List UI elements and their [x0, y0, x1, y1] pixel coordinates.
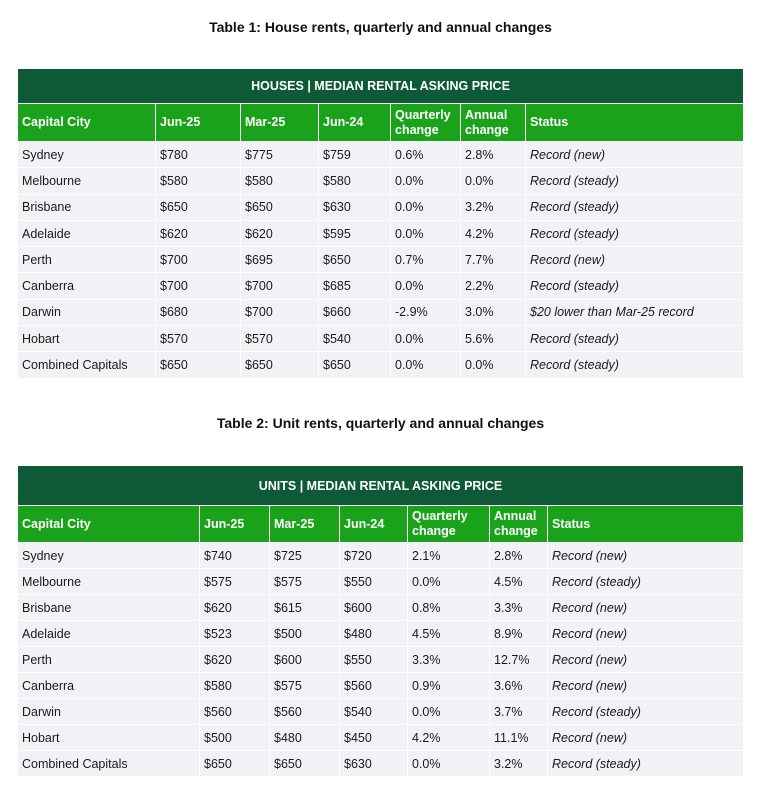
status-cell: Record (new): [526, 247, 744, 273]
value-cell: 7.7%: [461, 247, 526, 273]
table-row: [18, 673, 744, 699]
value-cell: $595: [319, 220, 391, 246]
value-cell: $560: [270, 699, 340, 725]
value-cell: 0.0%: [408, 751, 490, 777]
table-row: [18, 326, 744, 352]
value-cell: 2.1%: [408, 543, 490, 569]
value-cell: 3.6%: [490, 673, 548, 699]
value-cell: $650: [241, 352, 319, 378]
status-cell: $20 lower than Mar-25 record: [526, 299, 744, 325]
column-header: Jun-25: [156, 104, 241, 142]
value-cell: $650: [319, 247, 391, 273]
status-cell: Record (new): [548, 647, 744, 673]
value-cell: 3.3%: [408, 647, 490, 673]
status-cell: Record (new): [526, 142, 744, 168]
value-cell: $540: [319, 326, 391, 352]
value-cell: $759: [319, 142, 391, 168]
column-header: Mar-25: [270, 506, 340, 543]
value-cell: 4.5%: [408, 621, 490, 647]
table-row: [18, 543, 744, 569]
value-cell: 4.2%: [461, 220, 526, 246]
value-cell: -2.9%: [391, 299, 461, 325]
column-header: Quarterly change: [391, 104, 461, 142]
value-cell: 3.7%: [490, 699, 548, 725]
status-cell: Record (new): [548, 673, 744, 699]
units-header-row: [18, 506, 744, 543]
value-cell: $680: [156, 299, 241, 325]
value-cell: $780: [156, 142, 241, 168]
value-cell: $630: [319, 194, 391, 220]
table-row: [18, 273, 744, 299]
column-header: Jun-24: [319, 104, 391, 142]
value-cell: $580: [200, 673, 270, 699]
value-cell: $720: [340, 543, 408, 569]
value-cell: 0.0%: [391, 273, 461, 299]
city-cell: Adelaide: [18, 220, 156, 246]
value-cell: 11.1%: [490, 725, 548, 751]
status-cell: Record (new): [548, 621, 744, 647]
value-cell: $650: [241, 194, 319, 220]
houses-banner: HOUSES | MEDIAN RENTAL ASKING PRICE: [18, 69, 744, 104]
value-cell: $660: [319, 299, 391, 325]
value-cell: $700: [156, 247, 241, 273]
status-cell: Record (steady): [526, 168, 744, 194]
value-cell: 0.0%: [391, 352, 461, 378]
value-cell: $630: [340, 751, 408, 777]
value-cell: $650: [270, 751, 340, 777]
value-cell: 8.9%: [490, 621, 548, 647]
value-cell: 2.2%: [461, 273, 526, 299]
column-header: Jun-25: [200, 506, 270, 543]
value-cell: 0.6%: [391, 142, 461, 168]
city-cell: Perth: [18, 647, 200, 673]
value-cell: $480: [270, 725, 340, 751]
city-cell: Perth: [18, 247, 156, 273]
value-cell: 0.0%: [391, 168, 461, 194]
value-cell: $685: [319, 273, 391, 299]
value-cell: $700: [241, 273, 319, 299]
table-row: [18, 699, 744, 725]
city-cell: Combined Capitals: [18, 352, 156, 378]
status-cell: Record (new): [548, 595, 744, 621]
value-cell: 3.3%: [490, 595, 548, 621]
value-cell: 2.8%: [490, 543, 548, 569]
table-row: [18, 595, 744, 621]
value-cell: $620: [200, 647, 270, 673]
status-cell: Record (steady): [526, 352, 744, 378]
column-header: Annual change: [490, 506, 548, 543]
value-cell: $650: [156, 352, 241, 378]
value-cell: $480: [340, 621, 408, 647]
status-cell: Record (steady): [526, 273, 744, 299]
table-row: [18, 142, 744, 168]
value-cell: 0.9%: [408, 673, 490, 699]
city-cell: Adelaide: [18, 621, 200, 647]
houses-table: [17, 68, 744, 379]
value-cell: 3.2%: [490, 751, 548, 777]
city-cell: Canberra: [18, 673, 200, 699]
column-header: Mar-25: [241, 104, 319, 142]
city-cell: Brisbane: [18, 194, 156, 220]
city-cell: Brisbane: [18, 595, 200, 621]
value-cell: 0.0%: [391, 326, 461, 352]
table-row: [18, 220, 744, 246]
value-cell: $575: [270, 673, 340, 699]
value-cell: 5.6%: [461, 326, 526, 352]
column-header: Status: [548, 506, 744, 543]
value-cell: $700: [241, 299, 319, 325]
value-cell: $725: [270, 543, 340, 569]
value-cell: $540: [340, 699, 408, 725]
value-cell: 0.0%: [461, 352, 526, 378]
value-cell: $615: [270, 595, 340, 621]
value-cell: 4.2%: [408, 725, 490, 751]
column-header: Status: [526, 104, 744, 142]
units-banner: UNITS | MEDIAN RENTAL ASKING PRICE: [18, 466, 744, 506]
value-cell: $570: [156, 326, 241, 352]
value-cell: 0.0%: [391, 220, 461, 246]
status-cell: Record (new): [548, 725, 744, 751]
value-cell: $575: [200, 569, 270, 595]
column-header: Capital City: [18, 506, 200, 543]
table-row: [18, 647, 744, 673]
status-cell: Record (steady): [548, 569, 744, 595]
status-cell: Record (steady): [526, 194, 744, 220]
value-cell: 4.5%: [490, 569, 548, 595]
value-cell: $775: [241, 142, 319, 168]
table-row: [18, 299, 744, 325]
status-cell: Record (steady): [526, 220, 744, 246]
column-header: Annual change: [461, 104, 526, 142]
value-cell: $600: [340, 595, 408, 621]
value-cell: $700: [156, 273, 241, 299]
value-cell: 0.0%: [408, 699, 490, 725]
status-cell: Record (new): [548, 543, 744, 569]
value-cell: $650: [156, 194, 241, 220]
value-cell: $620: [241, 220, 319, 246]
table-row: [18, 247, 744, 273]
value-cell: 12.7%: [490, 647, 548, 673]
status-cell: Record (steady): [548, 699, 744, 725]
column-header: Quarterly change: [408, 506, 490, 543]
value-cell: $550: [340, 569, 408, 595]
table1-caption: Table 1: House rents, quarterly and annual changes: [209, 19, 552, 35]
value-cell: 2.8%: [461, 142, 526, 168]
city-cell: Melbourne: [18, 168, 156, 194]
value-cell: $575: [270, 569, 340, 595]
column-header: Jun-24: [340, 506, 408, 543]
value-cell: 0.7%: [391, 247, 461, 273]
value-cell: 3.0%: [461, 299, 526, 325]
value-cell: $620: [200, 595, 270, 621]
value-cell: $600: [270, 647, 340, 673]
city-cell: Melbourne: [18, 569, 200, 595]
houses-header-row: [18, 104, 744, 142]
value-cell: $650: [319, 352, 391, 378]
table-row: [18, 725, 744, 751]
value-cell: 0.0%: [408, 569, 490, 595]
table-row: [18, 194, 744, 220]
city-cell: Canberra: [18, 273, 156, 299]
table-row: [18, 168, 744, 194]
status-cell: Record (steady): [526, 326, 744, 352]
value-cell: $580: [156, 168, 241, 194]
value-cell: $580: [241, 168, 319, 194]
value-cell: $650: [200, 751, 270, 777]
value-cell: $740: [200, 543, 270, 569]
units-table: [17, 465, 744, 777]
value-cell: $560: [200, 699, 270, 725]
city-cell: Combined Capitals: [18, 751, 200, 777]
value-cell: $523: [200, 621, 270, 647]
city-cell: Sydney: [18, 142, 156, 168]
value-cell: $620: [156, 220, 241, 246]
value-cell: $560: [340, 673, 408, 699]
table-row: [18, 621, 744, 647]
value-cell: $580: [319, 168, 391, 194]
value-cell: $695: [241, 247, 319, 273]
city-cell: Sydney: [18, 543, 200, 569]
city-cell: Hobart: [18, 725, 200, 751]
value-cell: 0.0%: [461, 168, 526, 194]
value-cell: $570: [241, 326, 319, 352]
city-cell: Darwin: [18, 299, 156, 325]
table2-caption: Table 2: Unit rents, quarterly and annual changes: [216, 415, 545, 431]
table-row: [18, 751, 744, 777]
city-cell: Hobart: [18, 326, 156, 352]
value-cell: 0.8%: [408, 595, 490, 621]
value-cell: $450: [340, 725, 408, 751]
table-row: [18, 569, 744, 595]
value-cell: 0.0%: [391, 194, 461, 220]
value-cell: $550: [340, 647, 408, 673]
status-cell: Record (steady): [548, 751, 744, 777]
column-header: Capital City: [18, 104, 156, 142]
city-cell: Darwin: [18, 699, 200, 725]
value-cell: 3.2%: [461, 194, 526, 220]
value-cell: $500: [200, 725, 270, 751]
table-row: [18, 352, 744, 378]
value-cell: $500: [270, 621, 340, 647]
